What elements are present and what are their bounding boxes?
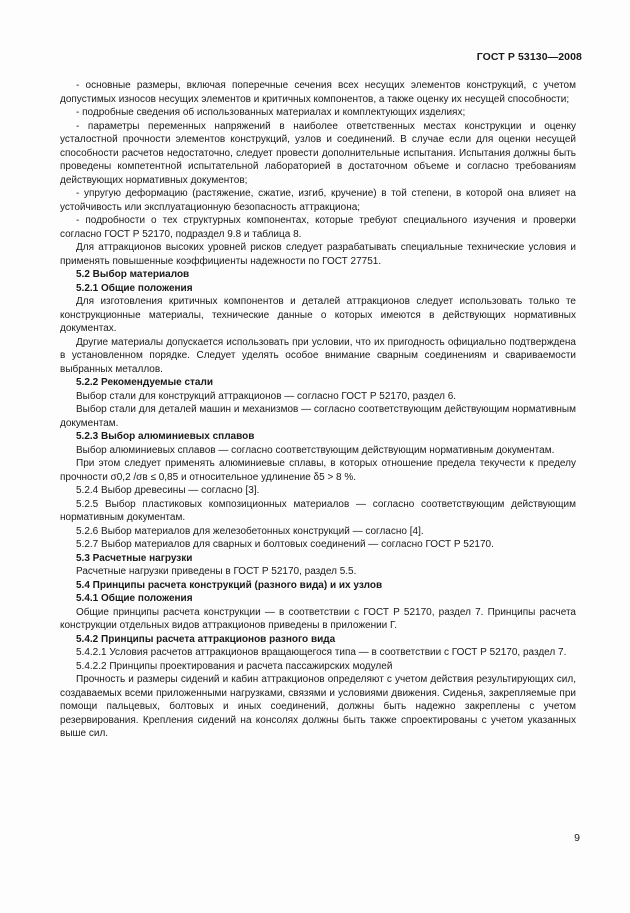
body-paragraph: - упругую деформацию (растяжение, сжатие, изгиб, кручение) в той степени, в которой она влияет на устойчивость или эксплуатационную безопасность аттракциона;: [60, 188, 576, 213]
body-paragraph: Общие принципы расчета конструкции — в соответствии с ГОСТ Р 52170, раздел 7. Принципы расчета конструкции отдельных видов аттракционов приведены в приложении Г.: [60, 606, 576, 631]
body-paragraph: Выбор стали для деталей машин и механизмов — согласно соответствующим действующим нормативным документам.: [60, 404, 576, 429]
section-heading: 5.4.1 Общие положения: [76, 593, 193, 604]
section-heading: 5.2.2 Рекомендуемые стали: [76, 377, 213, 388]
body-paragraph: Для аттракционов высоких уровней рисков следует разрабатывать специальные технические условия и применять повышенные коэффициенты надежности по ГОСТ 27751.: [60, 242, 576, 267]
section-heading: 5.3 Расчетные нагрузки: [76, 552, 193, 564]
body-paragraph: Выбор алюминиевых сплавов — согласно соответствующим действующим нормативным документам.: [76, 444, 555, 456]
section-heading: 5.4.2 Принципы расчета аттракционов разного вида: [76, 633, 336, 645]
body-paragraph: 5.4.2.2 Принципы проектирования и расчета пассажирских модулей: [76, 660, 393, 672]
body-paragraph: Другие материалы допускается использовать при условии, что их пригодность официально подтверждена в установленном порядке. Следует уделять особое внимание сварным соединениям и свариваемости выбранных металлов.: [60, 336, 576, 375]
page-number: 9: [574, 832, 580, 844]
body-paragraph: Выбор стали для конструкций аттракционов — согласно ГОСТ Р 52170, раздел 6.: [76, 390, 457, 402]
body-paragraph: - подробности о тех структурных компонентах, которые требуют специального изучения и проверки согласно ГОСТ Р 52170, подраздел 9.8 и таблица 8.: [60, 215, 576, 240]
body-paragraph: 5.2.5 Выбор пластиковых композиционных материалов — согласно соответствующим действующим нормативным документам.: [60, 498, 576, 523]
section-heading: 5.2 Выбор материалов: [76, 269, 190, 280]
section-heading: 5.2.3 Выбор алюминиевых сплавов: [76, 431, 255, 442]
body-paragraph: 5.2.6 Выбор материалов для железобетонных конструкций — согласно [4].: [76, 525, 424, 537]
body-paragraph: 5.2.7 Выбор материалов для сварных и болтовых соединений — согласно ГОСТ Р 52170.: [76, 539, 494, 550]
document-id: ГОСТ Р 53130—2008: [476, 51, 582, 63]
body-paragraph: Расчетные нагрузки приведены в ГОСТ Р 52170, раздел 5.5.: [76, 566, 357, 577]
body-paragraph: - основные размеры, включая поперечные сечения всех несущих элементов конструкций, с учетом допустимых износов несущих элементов и критичных компонентов, а также оценку их несущей способности;: [60, 80, 576, 105]
section-heading: 5.2.1 Общие положения: [76, 282, 193, 294]
body-paragraph: 5.4.2.1 Условия расчетов аттракционов вращающегося типа — в соответствии с ГОСТ Р 52170, раздел 7.: [76, 647, 567, 658]
page-body: [60, 79, 576, 741]
body-paragraph: 5.2.4 Выбор древесины — согласно [3].: [76, 485, 260, 496]
body-paragraph: - подробные сведения об использованных материалах и комплектующих изделиях;: [76, 107, 466, 118]
body-paragraph: Прочность и размеры сидений и кабин аттракционов определяют с учетом действия результирующих сил, создаваемых всеми приложенными нагрузками, связями и условиями движения. Сиденья, закрепляемые при помощи пальцевых, болтовых и иных соединений, должны быть надежно закреплены с учетом резервирования. Крепления сидений на консолях должны быть также спроектированы с учетом указанных выше сил.: [60, 674, 576, 739]
body-paragraph: При этом следует применять алюминиевые сплавы, в которых отношение предела текучести к пределу прочности σ0,2 /σв ≤ 0,85 и относительное удлинение δ5 > 8 %.: [60, 458, 576, 483]
body-paragraph: - параметры переменных напряжений в наиболее ответственных местах конструкции и оценку усталостной прочности элементов конструкций, узлов и соединений. В случае если для оценки несущей способности расчетов недостаточно, следует провести дополнительные испытания. Испытания должны быть проведены компетентной испытательной лабораторией в достаточном объеме и согласно требованиям действующих нормативных документов;: [60, 120, 576, 186]
body-paragraph: Для изготовления критичных компонентов и деталей аттракционов следует использовать только те конструкционные материалы, технические данные о которых имеются в действующих нормативных документах.: [60, 296, 576, 334]
section-heading: 5.4 Принципы расчета конструкций (разного вида) и их узлов: [76, 579, 383, 591]
